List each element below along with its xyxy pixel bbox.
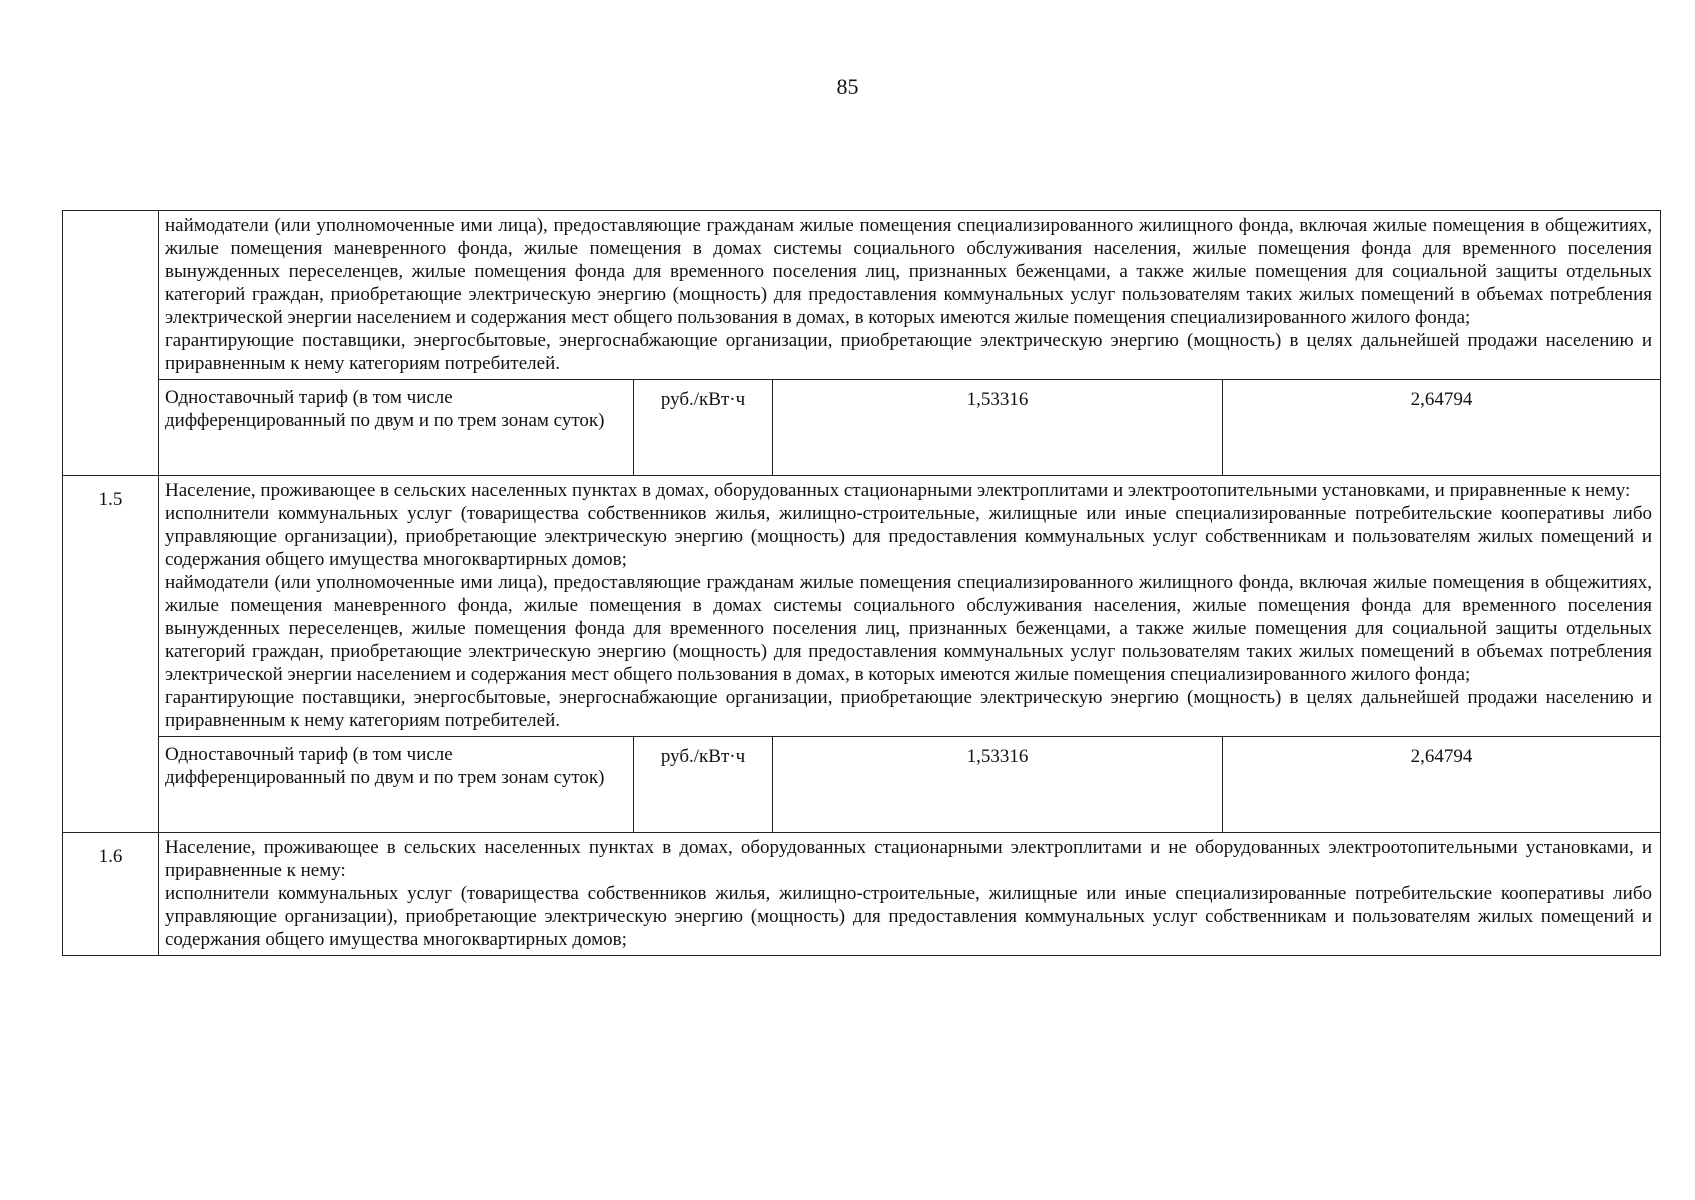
tariff-value-first-half: 1,53316: [773, 737, 1223, 833]
paragraph: исполнители коммунальных услуг (товарищества собственников жилья, жилищно-строительные, жилищные или иные специализированные потребительские кооперативы либо управляющие организации), приобретающие электрическую энергию (мощность) для предоставления коммунальных услуг собственникам и пользователям жилых помещений и содержания общего имущества многоквартирных домов;: [165, 503, 1652, 570]
tariff-unit: руб./кВт·ч: [634, 380, 773, 476]
category-description: [159, 476, 1661, 737]
table-row: [63, 211, 1661, 380]
tariff-row: [63, 380, 1661, 476]
tariff-value-second-half: 2,64794: [1223, 737, 1661, 833]
paragraph: исполнители коммунальных услуг (товарищества собственников жилья, жилищно-строительные, жилищные или иные специализированные потребительские кооперативы либо управляющие организации), приобретающие электрическую энергию (мощность) для предоставления коммунальных услуг собственникам и пользователям жилых помещений и содержания общего имущества многоквартирных домов;: [165, 883, 1652, 950]
category-description: [159, 211, 1661, 380]
tariff-unit: руб./кВт·ч: [634, 737, 773, 833]
tariff-name: Одноставочный тариф (в том числе дифференцированный по двум и по трем зонам суток): [159, 737, 634, 833]
tariff-value-first-half: 1,53316: [773, 380, 1223, 476]
paragraph: Население, проживающее в сельских населенных пунктах в домах, оборудованных стационарными электроплитами и электроотопительными установками, и приравненные к нему:: [165, 480, 1631, 501]
row-number: 1.6: [63, 833, 159, 956]
row-number: 1.5: [63, 476, 159, 833]
paragraph: гарантирующие поставщики, энергосбытовые, энергоснабжающие организации, приобретающие электрическую энергию (мощность) в целях дальнейшей продажи населению и приравненным к нему категориям потребителей.: [165, 330, 1652, 374]
paragraph: Население, проживающее в сельских населенных пунктах в домах, оборудованных стационарными электроплитами и не оборудованных электроотопительными установками, и приравненные к нему:: [165, 837, 1652, 881]
table-row: [63, 833, 1661, 956]
row-number-cell: [63, 211, 159, 476]
tariff-table: [62, 210, 1661, 956]
page-number: 85: [836, 74, 859, 99]
tariff-row: [63, 737, 1661, 833]
table-row: [63, 476, 1661, 737]
paragraph: наймодатели (или уполномоченные ими лица), предоставляющие гражданам жилые помещения специализированного жилищного фонда, включая жилые помещения в общежитиях, жилые помещения маневренного фонда, жилые помещения в домах системы социального обслуживания населения, жилые помещения фонда для временного поселения вынужденных переселенцев, жилые помещения фонда для временного поселения лиц, признанных беженцами, а также жилые помещения для социальной защиты отдельных категорий граждан, приобретающие электрическую энергию (мощность) для предоставления коммунальных услуг пользователям таких жилых помещений в объемах потребления электрической энергии населением и содержания мест общего пользования в домах, в которых имеются жилые помещения специализированного жилого фонда;: [165, 572, 1652, 685]
tariff-name: Одноставочный тариф (в том числе дифференцированный по двум и по трем зонам суток): [159, 380, 634, 476]
paragraph: наймодатели (или уполномоченные ими лица), предоставляющие гражданам жилые помещения специализированного жилищного фонда, включая жилые помещения в общежитиях, жилые помещения маневренного фонда, жилые помещения в домах системы социального обслуживания населения, жилые помещения фонда для временного поселения вынужденных переселенцев, жилые помещения фонда для временного поселения лиц, признанных беженцами, а также жилые помещения для социальной защиты отдельных категорий граждан, приобретающие электрическую энергию (мощность) для предоставления коммунальных услуг пользователям таких жилых помещений в объемах потребления электрической энергии населением и содержания мест общего пользования в домах, в которых имеются жилые помещения специализированного жилого фонда;: [165, 215, 1652, 328]
paragraph: гарантирующие поставщики, энергосбытовые, энергоснабжающие организации, приобретающие электрическую энергию (мощность) в целях дальнейшей продажи населению и приравненным к нему категориям потребителей.: [165, 687, 1652, 731]
category-description: [159, 833, 1661, 956]
tariff-value-second-half: 2,64794: [1223, 380, 1661, 476]
